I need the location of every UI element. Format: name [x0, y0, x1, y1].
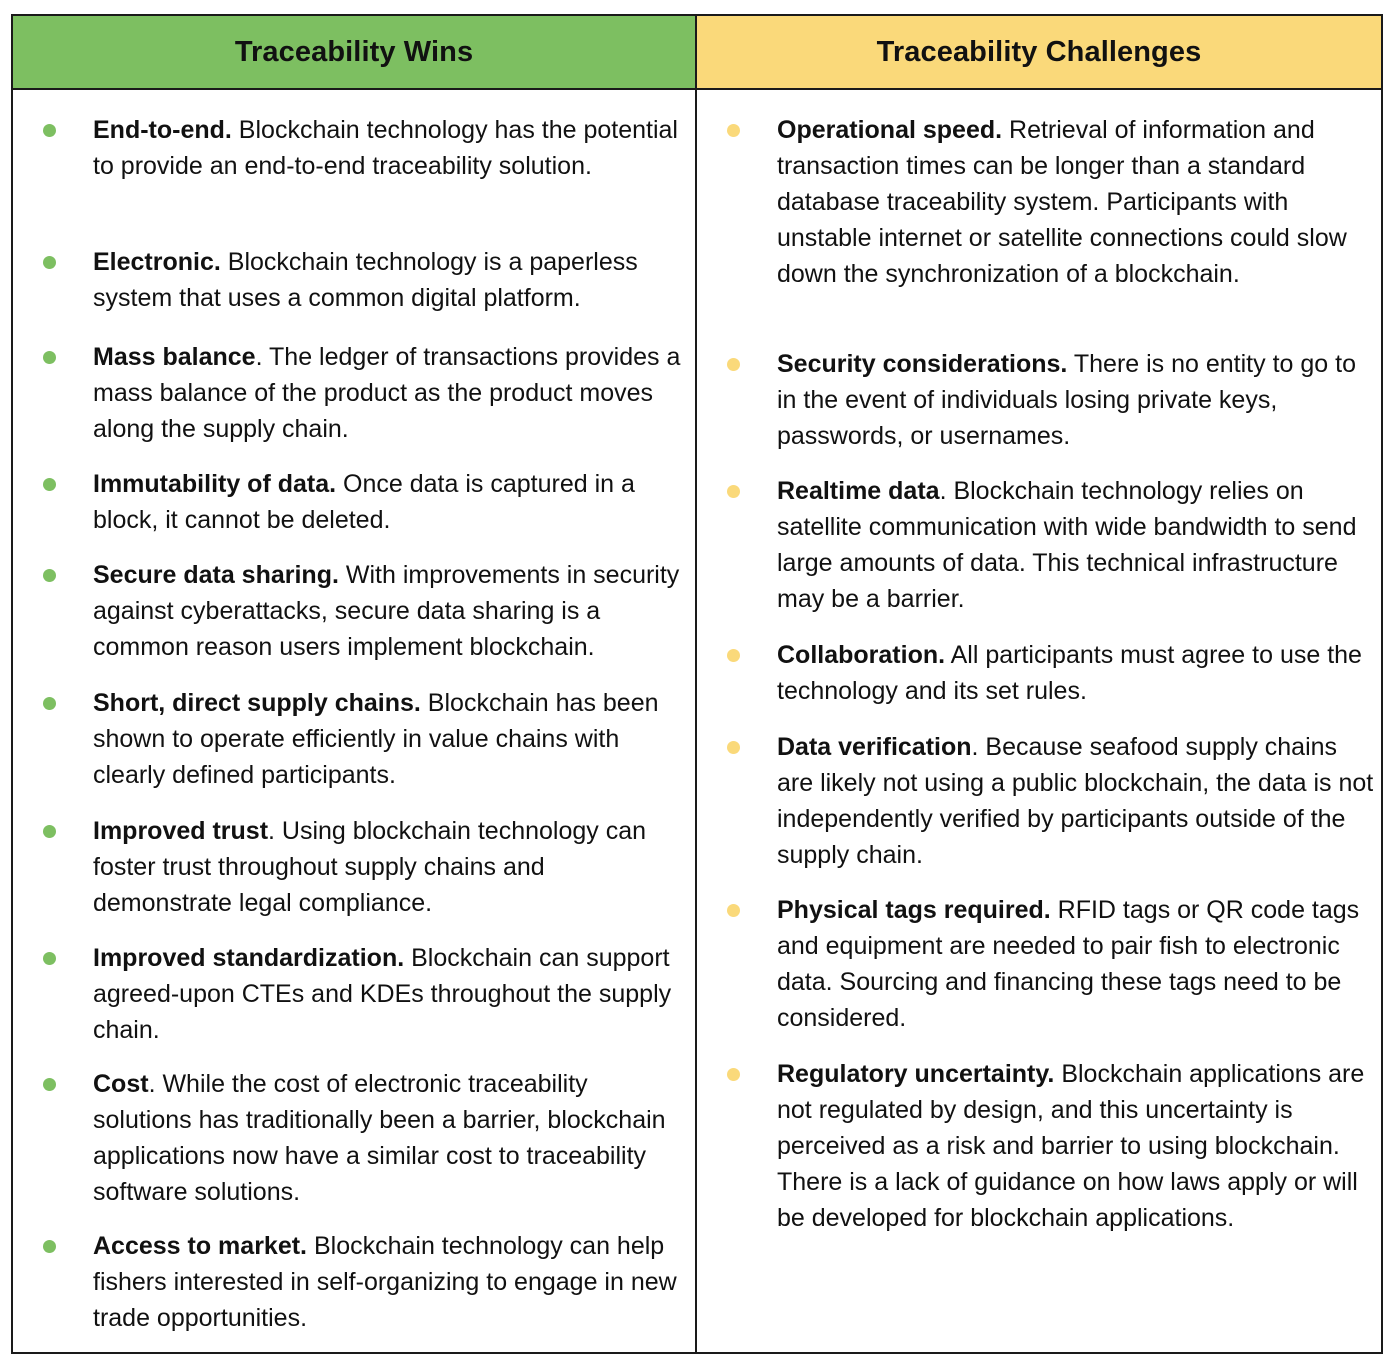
- wins-item-electronic: [93, 244, 689, 316]
- challenges-item-security: [777, 346, 1377, 454]
- wins-item-end-to-end: [93, 112, 689, 184]
- challenges-term: Security considerations.: [777, 350, 1068, 378]
- wins-item-access-to-market: [93, 1228, 689, 1336]
- bullet-icon: [727, 904, 740, 917]
- bullet-icon: [43, 478, 56, 491]
- wins-term: Electronic.: [93, 248, 221, 276]
- wins-text: Blockchain has been shown to operate efficiently in value chains with clearly defined participants.: [93, 689, 659, 789]
- challenges-term: Realtime data: [777, 477, 940, 505]
- challenges-term: Data verification: [777, 733, 972, 761]
- wins-item-secure-data-sharing: [93, 557, 689, 665]
- bullet-icon: [727, 358, 740, 371]
- challenges-text: RFID tags or QR code tags and equipment are needed to pair fish to electronic data. Sourcing and financing these tags need to be considered.: [777, 896, 1360, 1032]
- bullet-icon: [43, 256, 56, 269]
- bullet-icon: [43, 825, 56, 838]
- challenges-term: Physical tags required.: [777, 896, 1051, 924]
- bullet-icon: [43, 952, 56, 965]
- wins-item-immutability: [93, 466, 689, 538]
- wins-text: . While the cost of electronic traceability solutions has traditionally been a barrier, blockchain applications now have a similar cost to traceability software solutions.: [93, 1070, 666, 1206]
- challenges-term: Regulatory uncertainty.: [777, 1060, 1055, 1088]
- wins-text: Blockchain technology has the potential to provide an end-to-end traceability solution.: [93, 116, 678, 180]
- wins-column: [13, 16, 697, 1352]
- challenges-item-operational-speed: [777, 112, 1377, 292]
- challenges-column: [697, 16, 1381, 1352]
- comparison-table: [11, 14, 1383, 1354]
- wins-term: Improved trust: [93, 817, 269, 845]
- wins-term: Short, direct supply chains.: [93, 689, 421, 717]
- challenges-term: Operational speed.: [777, 116, 1003, 144]
- wins-text: Once data is captured in a block, it cannot be deleted.: [93, 470, 635, 534]
- bullet-icon: [43, 569, 56, 582]
- challenges-item-realtime-data: [777, 473, 1377, 617]
- bullet-icon: [727, 1068, 740, 1081]
- bullet-icon: [727, 741, 740, 754]
- bullet-icon: [727, 124, 740, 137]
- challenges-text: Blockchain applications are not regulated by design, and this uncertainty is perceived as a risk and barrier to using blockchain. There is a lack of guidance on how laws apply or will be developed for blockchain applications.: [777, 1060, 1365, 1232]
- bullet-icon: [43, 1078, 56, 1091]
- wins-text: With improvements in security against cyberattacks, secure data sharing is a common reason users implement blockchain.: [93, 561, 680, 661]
- challenges-item-data-verification: [777, 729, 1377, 873]
- wins-item-mass-balance: [93, 339, 689, 447]
- wins-term: Cost: [93, 1070, 149, 1098]
- challenges-item-collaboration: [777, 637, 1377, 709]
- challenges-text: All participants must agree to use the technology and its set rules.: [777, 641, 1362, 705]
- wins-item-improved-trust: [93, 813, 689, 921]
- wins-item-cost: [93, 1066, 689, 1210]
- challenges-header: Traceability Challenges: [697, 16, 1381, 90]
- challenges-text: . Blockchain technology relies on satellite communication with wide bandwidth to send large amounts of data. This technical infrastructure may be a barrier.: [777, 477, 1357, 613]
- challenges-text: There is no entity to go to in the event of individuals losing private keys, passwords, or usernames.: [777, 350, 1356, 450]
- bullet-icon: [727, 649, 740, 662]
- wins-term: Improved standardization.: [93, 944, 405, 972]
- bullet-icon: [43, 1240, 56, 1253]
- wins-text: Blockchain technology is a paperless system that uses a common digital platform.: [93, 248, 638, 312]
- challenges-text: Retrieval of information and transaction times can be longer than a standard database traceability system. Participants with unstable internet or satellite connections could slow down the synchronization of a blockchain.: [777, 116, 1347, 288]
- wins-item-standardization: [93, 940, 689, 1048]
- bullet-icon: [43, 124, 56, 137]
- wins-text: Blockchain technology can help fishers interested in self-organizing to engage in new trade opportunities.: [93, 1232, 677, 1332]
- challenges-item-physical-tags: [777, 892, 1377, 1036]
- wins-text: Blockchain can support agreed-upon CTEs and KDEs throughout the supply chain.: [93, 944, 672, 1044]
- wins-term: Access to market.: [93, 1232, 308, 1260]
- wins-term: Secure data sharing.: [93, 561, 339, 589]
- wins-term: Immutability of data.: [93, 470, 337, 498]
- bullet-icon: [43, 697, 56, 710]
- bullet-icon: [43, 351, 56, 364]
- wins-term: Mass balance: [93, 343, 256, 371]
- challenges-term: Collaboration.: [777, 641, 946, 669]
- wins-text: . Using blockchain technology can foster trust throughout supply chains and demonstrate legal compliance.: [93, 817, 647, 917]
- bullet-icon: [727, 485, 740, 498]
- challenges-item-regulatory-uncertainty: [777, 1056, 1377, 1236]
- wins-item-short-supply-chains: [93, 685, 689, 793]
- wins-header: Traceability Wins: [13, 16, 695, 90]
- wins-term: End-to-end.: [93, 116, 232, 144]
- wins-text: . The ledger of transactions provides a mass balance of the product as the product moves along the supply chain.: [93, 343, 681, 443]
- challenges-text: . Because seafood supply chains are likely not using a public blockchain, the data is not independently verified by participants outside of the supply chain.: [777, 733, 1374, 869]
